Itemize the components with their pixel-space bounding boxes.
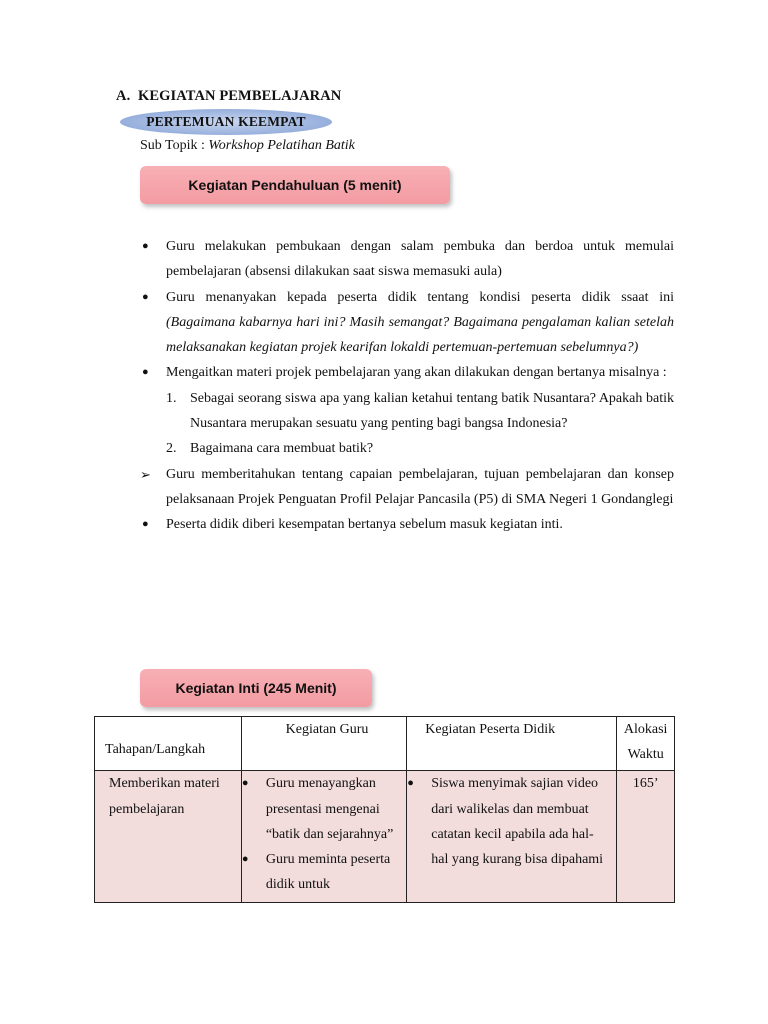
section-number: A. xyxy=(116,88,131,104)
list-item xyxy=(140,285,674,361)
section-heading xyxy=(116,88,341,105)
bullet-icon: ● xyxy=(241,777,249,790)
numbered-item-text: Bagaimana cara membuat batik? xyxy=(190,441,374,457)
subtopic-label: Sub Topik : xyxy=(140,138,205,153)
numbered-item-number: 1. xyxy=(166,390,177,406)
list-item xyxy=(407,771,610,872)
list-item xyxy=(140,462,674,513)
numbered-item-text: Sebagai seorang siswa apa yang kalian ketahui tentang batik Nusantara? Apakah batik Nusantara merupakan sesuatu yang penting bagi bangsa Indonesia? xyxy=(190,390,674,432)
list-item-text: Siswa menyimak sajian video dari walikelas dan membuat catatan kecil apabila ada hal-hal yang kurang bisa dipahami xyxy=(431,776,604,868)
intro-activity-box xyxy=(140,166,450,204)
header-time: Alokasi Waktu xyxy=(617,717,675,771)
table-row xyxy=(95,771,675,902)
core-activity-box xyxy=(140,669,372,707)
cell-student xyxy=(407,771,617,902)
cell-steps: Memberikan materi pembelajaran xyxy=(95,771,242,902)
cell-time: 165’ xyxy=(617,771,675,902)
list-item-text: Guru melakukan pembukaan dengan salam pembuka dan berdoa untuk memulai pembelajaran (absensi dilakukan saat siswa memasuki aula) xyxy=(166,239,674,280)
list-item-text: Peserta didik diberi kesempatan bertanya sebelum masuk kegiatan inti. xyxy=(166,517,563,533)
header-teacher: Kegiatan Guru xyxy=(241,717,406,771)
arrow-bullet-icon: ➢ xyxy=(140,466,151,482)
meeting-label-ellipse xyxy=(120,109,332,135)
subtopic-value: Workshop Pelatihan Batik xyxy=(208,138,355,153)
activity-table xyxy=(94,716,675,903)
bullet-icon: ● xyxy=(142,366,149,379)
list-item-text: Guru memberitahukan tentang capaian pembelajaran, tujuan pembelajaran dan konsep pelaksanaan Projek Penguatan Profil Pelajar Pancasila (P5) di SMA Negeri 1 Gondanglegi xyxy=(166,466,674,507)
header-student: Kegiatan Peserta Didik xyxy=(407,717,617,771)
core-activity-title: Kegiatan Inti (245 Menit) xyxy=(175,680,337,696)
list-item-text: Guru meminta peserta didik untuk xyxy=(265,852,391,893)
subtopic xyxy=(140,138,355,154)
bullet-icon: ● xyxy=(241,853,249,866)
numbered-item-number: 2. xyxy=(166,441,177,457)
list-item-italic-text: (Bagaimana kabarnya hari ini? Masih semangat? Bagaimana pengalaman kalian setelah melaksanakan kegiatan projek kearifan lokaldi pertemuan-pertemuan sebelumnya?) xyxy=(166,314,674,356)
numbered-item xyxy=(140,436,674,461)
cell-teacher xyxy=(241,771,406,902)
table-header-row xyxy=(95,717,675,771)
bullet-icon: ● xyxy=(142,290,149,303)
meeting-label: PERTEMUAN KEEMPAT xyxy=(146,114,306,129)
bullet-icon: ● xyxy=(407,777,414,790)
list-item xyxy=(140,234,674,285)
intro-activity-title: Kegiatan Pendahuluan (5 menit) xyxy=(188,177,402,193)
list-item-text: Mengaitkan materi projek pembelajaran yang akan dilakukan dengan bertanya misalnya : xyxy=(166,365,667,381)
header-steps: Tahapan/Langkah xyxy=(95,717,242,771)
list-item xyxy=(242,847,400,898)
bullet-icon: ● xyxy=(142,240,149,252)
list-item xyxy=(242,771,400,847)
list-item-text: Guru menayangkan presentasi mengenai “batik dan sejarahnya” xyxy=(265,776,394,842)
intro-activity-list xyxy=(140,234,674,538)
bullet-icon: ● xyxy=(142,518,149,531)
list-item xyxy=(140,512,674,537)
list-item xyxy=(140,360,674,385)
list-item-text: Guru menanyakan kepada peserta didik tentang kondisi peserta didik ssaat ini xyxy=(166,289,674,305)
section-title: KEGIATAN PEMBELAJARAN xyxy=(138,88,342,104)
numbered-item xyxy=(140,386,674,437)
